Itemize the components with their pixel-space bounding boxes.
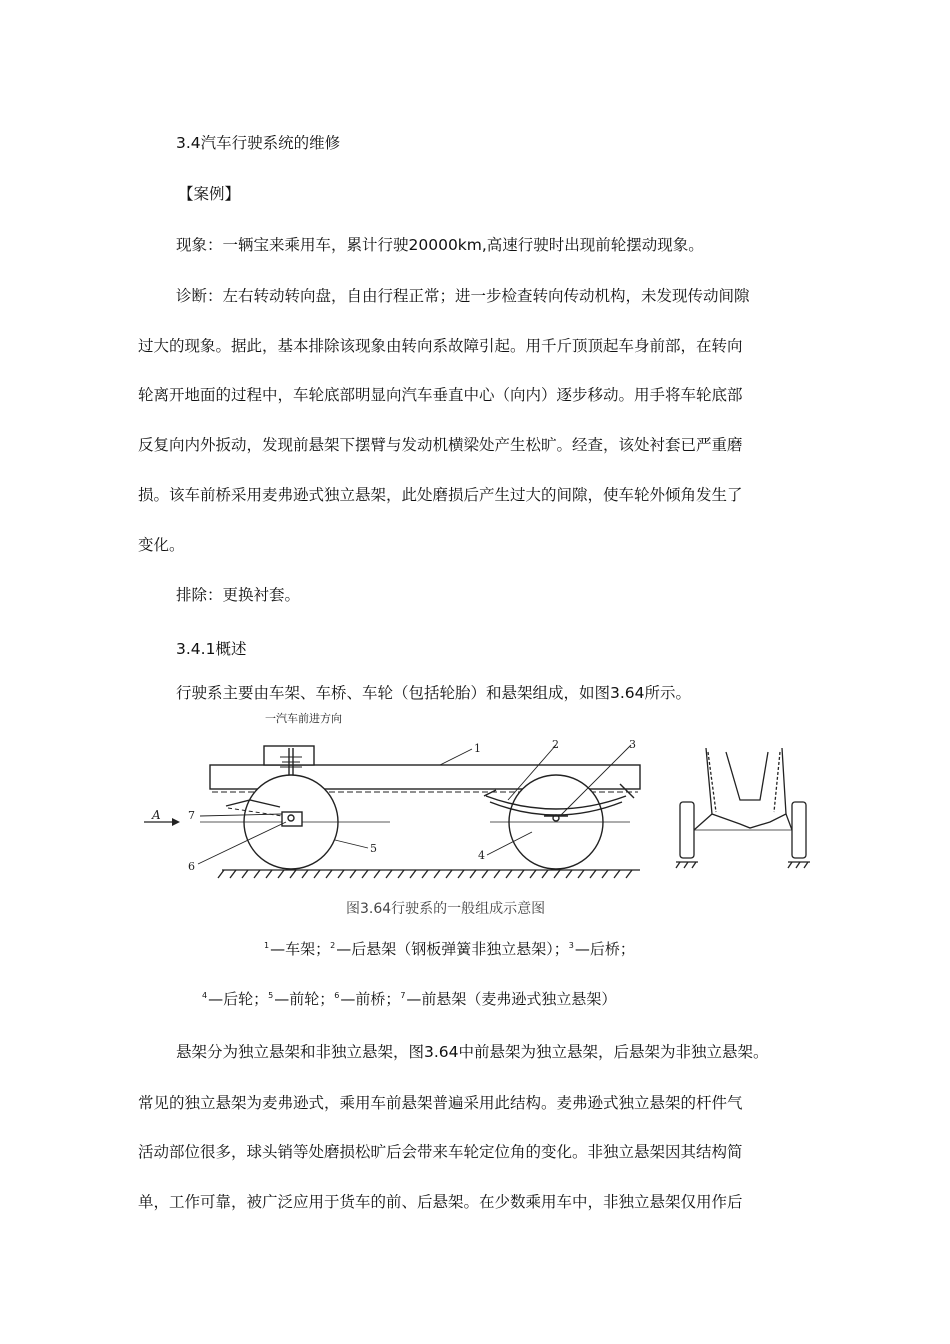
figure-legend-line-2 xyxy=(202,988,616,1009)
case-phenomenon: 现象：一辆宝来乘用车，累计行驶20000km,高速行驶时出现前轮摆动现象。 xyxy=(176,236,704,254)
figure-drawing xyxy=(140,712,820,902)
case-diagnosis-line: 损。该车前桥采用麦弗逊式独立悬架，此处磨损后产生过大的间隙，使车轮外倾角发生了 xyxy=(138,486,743,504)
body-paragraph-line: 活动部位很多，球头销等处磨损松旷后会带来车轮定位角的变化。非独立悬架因其结构简 xyxy=(138,1143,743,1161)
legend-item: $^3$—后桥； xyxy=(568,940,635,958)
part-label-1: 1 xyxy=(474,742,481,755)
case-heading: 【案例】 xyxy=(178,185,241,203)
part-label-4: 4 xyxy=(478,849,485,862)
figure-legend-line-1 xyxy=(264,938,635,959)
intro-paragraph: 行驶系主要由车架、车桥、车轮（包括轮胎）和悬架组成，如图3.64所示。 xyxy=(176,684,692,702)
svg-text:A: A xyxy=(152,808,161,822)
case-diagnosis-line: 变化。 xyxy=(138,536,185,554)
body-paragraph-line: 悬架分为独立悬架和非独立悬架，图3.64中前悬架为独立悬架，后悬架为非独立悬架。 xyxy=(176,1043,769,1061)
running-system-figure xyxy=(140,712,820,902)
legend-item: $^4$—后轮； xyxy=(202,990,269,1008)
case-diagnosis-line: 反复向内外扳动，发现前悬架下摆臂与发动机横梁处产生松旷。经查，该处衬套已严重磨 xyxy=(138,436,743,454)
part-label-6: 6 xyxy=(188,860,195,873)
section-title: 3.4汽车行驶系统的维修 xyxy=(176,134,341,152)
legend-item: $^7$—前悬架（麦弗逊式独立悬架） xyxy=(400,990,617,1008)
part-label-7: 7 xyxy=(188,809,195,822)
subsection-title: 3.4.1概述 xyxy=(176,640,247,658)
case-diagnosis-line: 诊断：左右转动转向盘，自由行程正常；进一步检查转向传动机构，未发现传动间隙 xyxy=(176,287,750,305)
legend-item: $^6$—前桥； xyxy=(334,990,401,1008)
body-paragraph-line: 单，工作可靠，被广泛应用于货车的前、后悬架。在少数乘用车中，非独立悬架仅用作后 xyxy=(138,1193,743,1211)
direction-arrow xyxy=(144,808,180,826)
case-remedy: 排除：更换衬套。 xyxy=(176,586,301,604)
case-diagnosis-line: 过大的现象。据此，基本排除该现象由转向系故障引起。用千斤顶顶起车身前部，在转向 xyxy=(138,337,743,355)
legend-item: $^1$—车架； xyxy=(264,940,331,958)
part-label-5: 5 xyxy=(370,842,377,855)
legend-item: $^5$—前轮； xyxy=(268,990,335,1008)
figure-top-note: 一汽车前进方向 xyxy=(265,712,342,725)
part-label-3: 3 xyxy=(629,738,636,751)
part-label-2: 2 xyxy=(552,738,559,751)
body-paragraph-line: 常见的独立悬架为麦弗逊式，乘用车前悬架普遍采用此结构。麦弗逊式独立悬架的杆件气 xyxy=(138,1094,743,1112)
case-diagnosis-line: 轮离开地面的过程中，车轮底部明显向汽车垂直中心（向内）逐步移动。用手将车轮底部 xyxy=(138,386,743,404)
suspension-front-view xyxy=(676,748,810,868)
figure-caption: 图3.64行驶系的一般组成示意图 xyxy=(346,901,546,917)
legend-item: $^2$—后悬架（钢板弹簧非独立悬架）； xyxy=(330,940,569,958)
ground xyxy=(218,870,640,878)
